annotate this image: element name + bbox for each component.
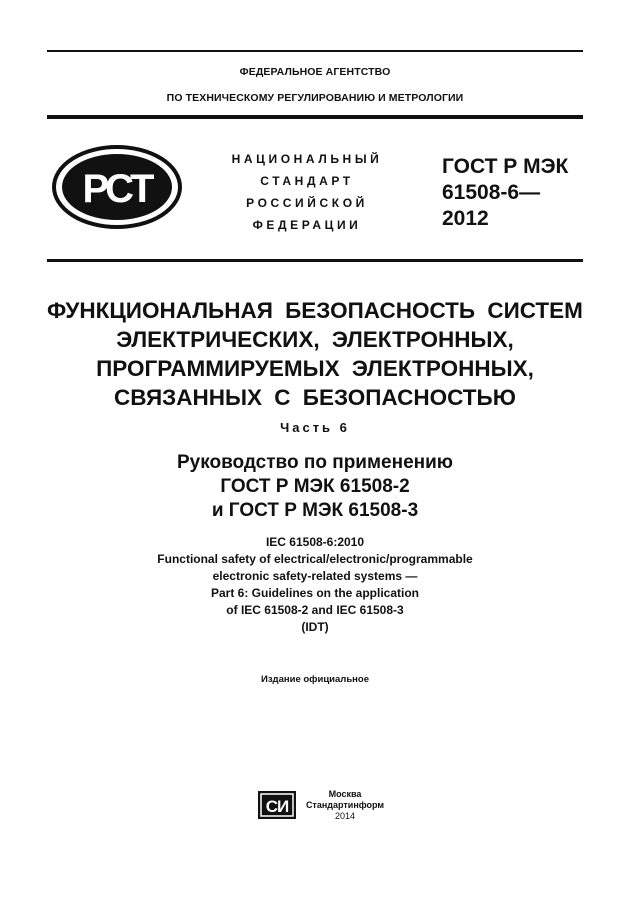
english-title bbox=[0, 534, 630, 636]
standard-designation bbox=[442, 154, 592, 232]
designation-line: 61508-6— bbox=[442, 181, 541, 204]
header-rule bbox=[47, 115, 583, 119]
title-line: ФУНКЦИОНАЛЬНАЯ БЕЗОПАСНОСТЬ СИСТЕМ bbox=[47, 298, 583, 323]
standard-type-line: НАЦИОНАЛЬНЫЙ bbox=[231, 152, 383, 166]
subtitle-line: Руководство по применению bbox=[176, 452, 454, 473]
title-line: ПРОГРАММИРУЕМЫХ ЭЛЕКТРОННЫХ, bbox=[96, 356, 534, 381]
subtitle-line: ГОСТ Р МЭК 61508-2 bbox=[220, 476, 410, 497]
english-line: electronic safety-related systems — bbox=[212, 569, 418, 583]
svg-text:СИ: СИ bbox=[265, 797, 289, 816]
part-number: Часть 6 bbox=[280, 420, 350, 435]
standard-type-line: ФЕДЕРАЦИИ bbox=[252, 218, 362, 232]
designation-line: 2012 bbox=[442, 207, 489, 230]
official-edition: Издание официальное bbox=[261, 674, 369, 685]
agency-line-2: ПО ТЕХНИЧЕСКОМУ РЕГУЛИРОВАНИЮ И МЕТРОЛОГИИ bbox=[166, 92, 464, 104]
english-line: Functional safety of electrical/electronic/programmable bbox=[157, 552, 473, 566]
svg-text:РСТ: РСТ bbox=[82, 167, 152, 211]
agency-line-1: ФЕДЕРАЛЬНОЕ АГЕНТСТВО bbox=[239, 66, 391, 78]
document-title bbox=[0, 296, 630, 412]
rst-logo-icon bbox=[51, 145, 183, 229]
standard-type bbox=[212, 152, 402, 240]
designation-rule bbox=[47, 259, 583, 262]
standartinform-logo-icon bbox=[257, 790, 297, 820]
english-line: (IDT) bbox=[301, 620, 329, 634]
publisher-year: 2014 bbox=[334, 811, 356, 821]
standard-type-line: СТАНДАРТ bbox=[260, 174, 354, 188]
document-subtitle bbox=[0, 451, 630, 523]
standard-type-line: РОССИЙСКОЙ bbox=[246, 196, 368, 210]
title-line: ЭЛЕКТРИЧЕСКИХ, ЭЛЕКТРОННЫХ, bbox=[116, 327, 514, 352]
english-line: Part 6: Guidelines on the application bbox=[210, 586, 420, 600]
designation-line: ГОСТ Р МЭК bbox=[442, 155, 569, 178]
publisher-city: Москва bbox=[328, 789, 362, 799]
subtitle-line: и ГОСТ Р МЭК 61508-3 bbox=[211, 500, 419, 521]
english-line: IEC 61508-6:2010 bbox=[265, 535, 365, 549]
publisher-info bbox=[300, 789, 390, 822]
top-rule bbox=[47, 50, 583, 52]
publisher-name: Стандартинформ bbox=[305, 800, 385, 810]
title-line: СВЯЗАННЫХ С БЕЗОПАСНОСТЬЮ bbox=[114, 385, 516, 410]
english-line: of IEC 61508-2 and IEC 61508-3 bbox=[226, 603, 404, 617]
